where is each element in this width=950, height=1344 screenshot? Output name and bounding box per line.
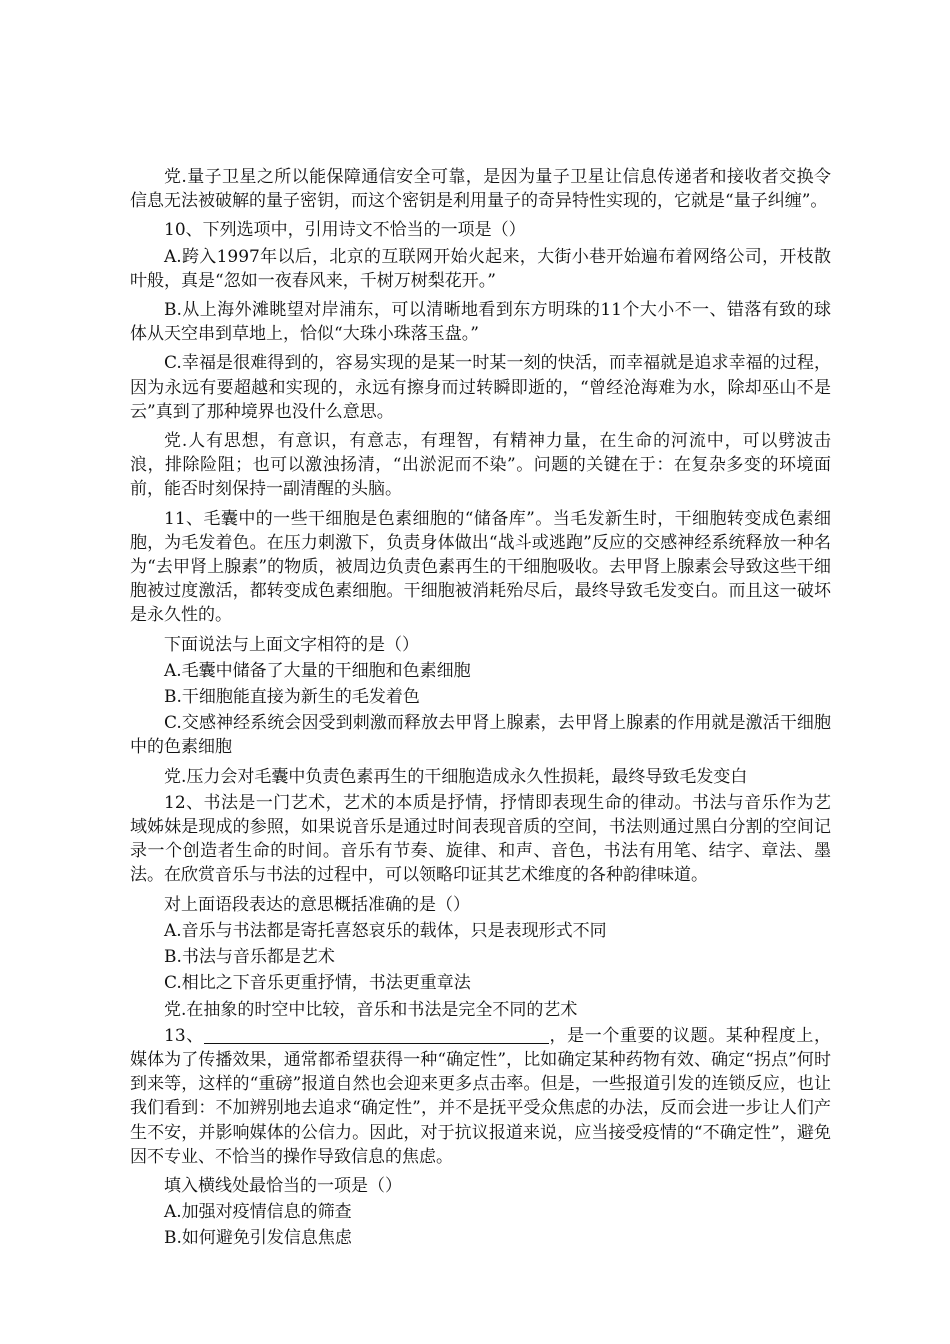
question-13-stem: 填入横线处最恰当的一项是（） xyxy=(164,1175,402,1196)
question-11-stem: 下面说法与上面文字相符的是（） xyxy=(164,634,419,655)
question-13-number: 13、 xyxy=(164,1025,204,1046)
question-10-option-c: C.幸福是很难得到的，容易实现的是某一时某一刻的快活，而幸福就是追求幸福的过程，因为永远有要超越和实现的，永远有擦身而过转瞬即逝的，“曾经沧海难为水，除却巫山不是云”真到了那种境界也没什么意思。 xyxy=(130,353,831,422)
question-11-option-b: B.干细胞能直接为新生的毛发着色 xyxy=(164,687,420,708)
question-10-option-b: B.从上海外滩眺望对岸浦东，可以清晰地看到东方明珠的11个大小不一、错落有致的球体从天空串到草地上，恰似“大珠小珠落玉盘。” xyxy=(130,300,831,345)
question-12-option-d: 党.在抽象的时空中比较，音乐和书法是完全不同的艺术 xyxy=(164,999,578,1020)
question-10-stem: 10、下列选项中，引用诗文不恰当的一项是（） xyxy=(164,220,526,241)
question-13-passage xyxy=(130,1024,831,1169)
question-12-option-c: C.相比之下音乐更重抒情，书法更重章法 xyxy=(164,973,471,994)
fill-in-blank-line xyxy=(204,1026,549,1044)
question-13-text: ，是一个重要的议题。某种程度上，媒体为了传播效果，通常都希望获得一种“确定性”，比如确定某种药物有效、确定“拐点”何时到来等，这样的“重磅”报道自然也会迎来更多点击率。但是，一些报道引发的连锁反应，也让我们看到：不加辨别地去追求“确定性”，并不是抚平受众焦虑的办法，反而会进一步让人们产生不安，并影响媒体的公信力。因此，对于抗议报道来说，应当接受疫情的“不确定性”，避免因不专业、不恰当的操作导致信息的焦虑。 xyxy=(130,1025,832,1167)
question-13-option-a: A.加强对疫情信息的筛查 xyxy=(164,1202,352,1223)
question-13-option-b: B.如何避免引发信息焦虑 xyxy=(164,1228,352,1249)
question-11-passage: 11、毛囊中的一些干细胞是色素细胞的“储备库”。当毛发新生时，干细胞转变成色素细胞，为毛发着色。在压力刺激下，负责身体做出“战斗或逃跑”反应的交感神经系统释放一种名为“去甲肾上腺素”的物质，被周边负责色素再生的干细胞吸收。去甲肾上腺素会导致这些干细胞被过度激活，都转变成色素细胞。干细胞被消耗殆尽后，最终导致毛发变白。而且这一破坏是永久性的。 xyxy=(130,508,831,626)
question-11-option-a: A.毛囊中储备了大量的干细胞和色素细胞 xyxy=(164,660,471,681)
option-d-paragraph: 党.量子卫星之所以能保障通信安全可靠，是因为量子卫星让信息传递者和接收者交换令信息无法被破解的量子密钥，而这个密钥是利用量子的奇异特性实现的，它就是“量子纠缠”。 xyxy=(130,167,831,212)
document-body xyxy=(130,165,831,1253)
question-11-option-d: 党.压力会对毛囊中负责色素再生的干细胞造成永久性损耗，最终导致毛发变白 xyxy=(164,766,748,787)
question-12-passage: 12、书法是一门艺术，艺术的本质是抒情，抒情即表现生命的律动。书法与音乐作为艺域姊妹是现成的参照，如果说音乐是通过时间表现音质的空间，书法则通过黑白分割的空间记录一个创造者生命的时间。音乐有节奏、旋律、和声、音色，书法有用笔、结字、章法、墨法。在欣赏音乐与书法的过程中，可以领略印证其艺术维度的各种韵律味道。 xyxy=(130,792,831,886)
question-10-option-d: 党.人有思想，有意识，有意志，有理智，有精神力量，在生命的河流中，可以劈波击浪，排除险阻；也可以激浊扬清，“出淤泥而不染”。问题的关键在于：在复杂多变的环境面前，能否时刻保持一副清醒的头脑。 xyxy=(130,431,831,500)
question-12-option-b: B.书法与音乐都是艺术 xyxy=(164,947,335,968)
question-12-stem: 对上面语段表达的意思概括准确的是（） xyxy=(164,894,470,915)
question-12-option-a: A.音乐与书法都是寄托喜怒哀乐的载体，只是表现形式不同 xyxy=(164,920,607,941)
question-10-option-a: A.跨入1997年以后，北京的互联网开始火起来，大街小巷开始遍布着网络公司，开枝散叶般，真是“忽如一夜春风来，千树万树梨花开。” xyxy=(130,246,831,291)
question-11-option-c: C.交感神经系统会因受到刺激而释放去甲肾上腺素，去甲肾上腺素的作用就是激活干细胞中的色素细胞 xyxy=(130,713,831,758)
